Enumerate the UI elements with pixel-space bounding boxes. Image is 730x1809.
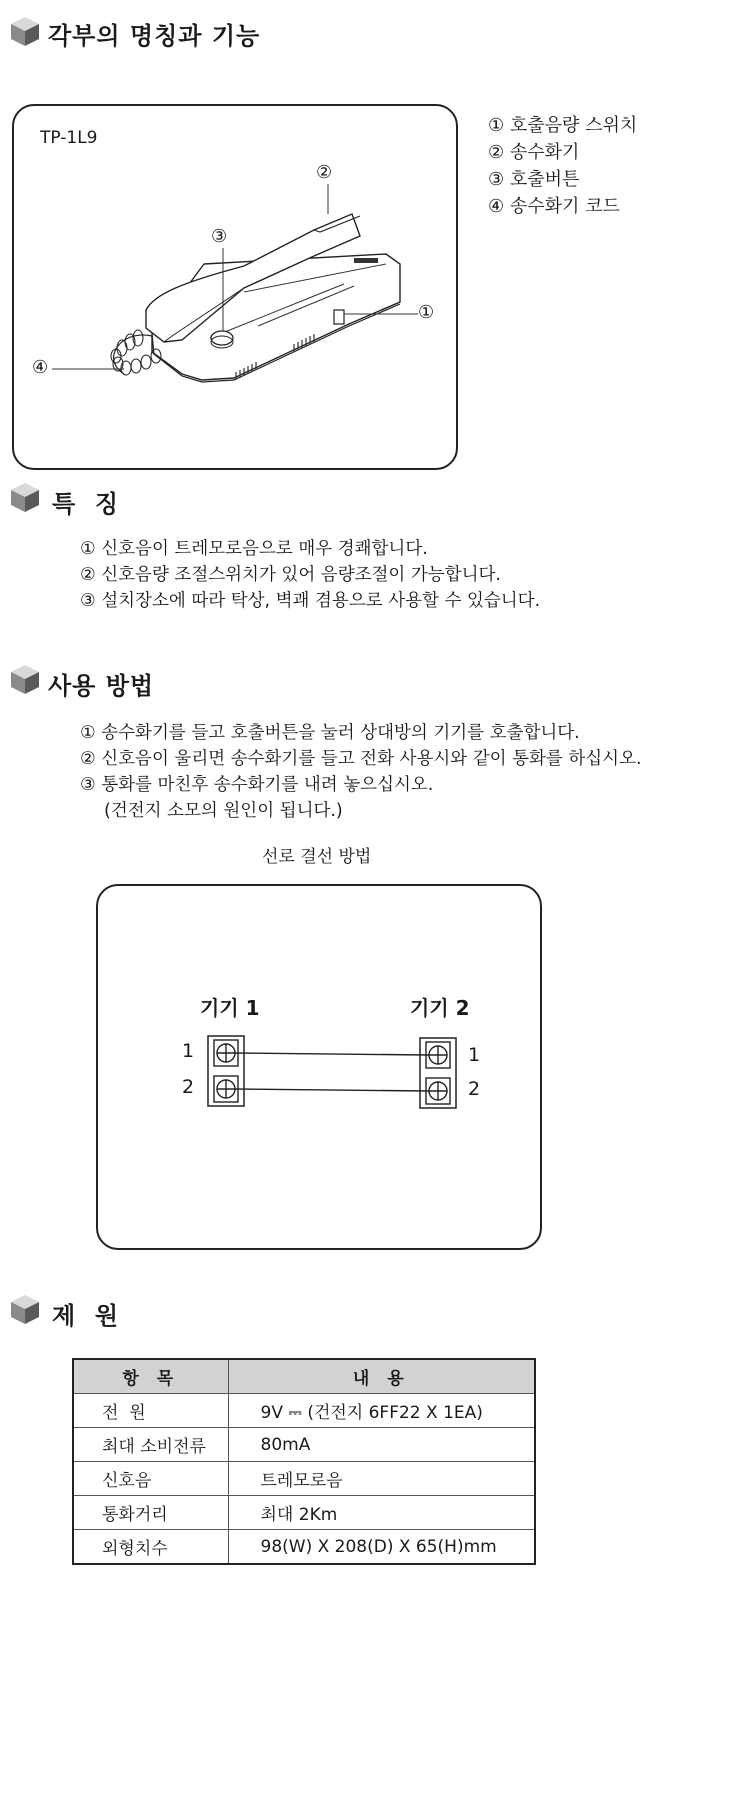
spec-item: 최대 소비전류 (73, 1428, 228, 1462)
callout-3: ③ (211, 226, 228, 247)
section-title-names: 각부의 명칭과 기능 (48, 22, 261, 50)
spec-value: 최대 2Km (228, 1496, 535, 1530)
cube-icon (8, 1292, 42, 1326)
table-row (73, 1496, 535, 1530)
usage-list (80, 720, 642, 824)
section-title-usage: 사용 방법 (48, 672, 155, 700)
callout-4: ④ (32, 357, 49, 378)
table-header-row (73, 1359, 535, 1394)
model-name: TP-1L9 (40, 128, 98, 148)
cube-icon (8, 480, 42, 514)
table-row (73, 1530, 535, 1565)
device-1-terminal-2: 2 (182, 1076, 195, 1098)
table-row (73, 1428, 535, 1462)
list-item: ② 신호음이 울리면 송수화기를 들고 전화 사용시와 같이 통화를 하십시오. (80, 749, 642, 769)
device-1-terminal-1: 1 (182, 1040, 195, 1062)
spec-value: 98(W) X 208(D) X 65(H)mm (228, 1530, 535, 1565)
table-row (73, 1394, 535, 1428)
features-list (80, 536, 540, 614)
device-2-terminal-1: 1 (468, 1044, 481, 1066)
legend-item: ④ 송수화기 코드 (488, 196, 620, 217)
callout-1: ① (418, 302, 435, 323)
legend-item: ① 호출음량 스위치 (488, 115, 638, 136)
legend-item: ② 송수화기 (488, 142, 580, 163)
intercom-illustration (14, 106, 456, 468)
spec-item: 전 원 (73, 1394, 228, 1428)
device-2-label: 기기 2 (410, 996, 470, 1020)
callout-2: ② (316, 162, 333, 183)
list-item: ③ 설치장소에 따라 탁상, 벽괘 겸용으로 사용할 수 있습니다. (80, 591, 541, 611)
section-title-specs: 제 원 (52, 1302, 120, 1330)
table-row (73, 1462, 535, 1496)
device-1-label: 기기 1 (200, 996, 260, 1020)
header-item: 항 목 (73, 1359, 228, 1394)
spec-item: 통화거리 (73, 1496, 228, 1530)
list-item: ① 송수화기를 들고 호출버튼을 눌러 상대방의 기기를 호출합니다. (80, 723, 580, 743)
cube-icon (8, 662, 42, 696)
section-title-features: 특 징 (52, 490, 120, 518)
spec-item: 신호음 (73, 1462, 228, 1496)
list-item: ② 신호음량 조절스위치가 있어 음량조절이 가능합니다. (80, 565, 501, 585)
product-diagram-panel (12, 104, 458, 470)
parts-legend (488, 112, 637, 220)
spec-item: 외형치수 (73, 1530, 228, 1565)
list-note: (건전지 소모의 원인이 됩니다.) (104, 801, 343, 821)
spec-table (72, 1358, 536, 1565)
list-item: ① 신호음이 트레모로음으로 매우 경쾌합니다. (80, 539, 428, 559)
wiring-illustration (98, 886, 540, 1248)
spec-value: 80mA (228, 1428, 535, 1462)
wiring-caption: 선로 결선 방법 (262, 847, 372, 867)
header-value: 내 용 (228, 1359, 535, 1394)
wiring-diagram-panel (96, 884, 542, 1250)
spec-value: 트레모로음 (228, 1462, 535, 1496)
list-item: ③ 통화를 마친후 송수화기를 내려 놓으십시오. (80, 775, 434, 795)
device-2-terminal-2: 2 (468, 1078, 481, 1100)
spec-value: 9V ⎓ (건전지 6FF22 X 1EA) (228, 1394, 535, 1428)
legend-item: ③ 호출버튼 (488, 169, 580, 190)
cube-icon (8, 14, 42, 48)
